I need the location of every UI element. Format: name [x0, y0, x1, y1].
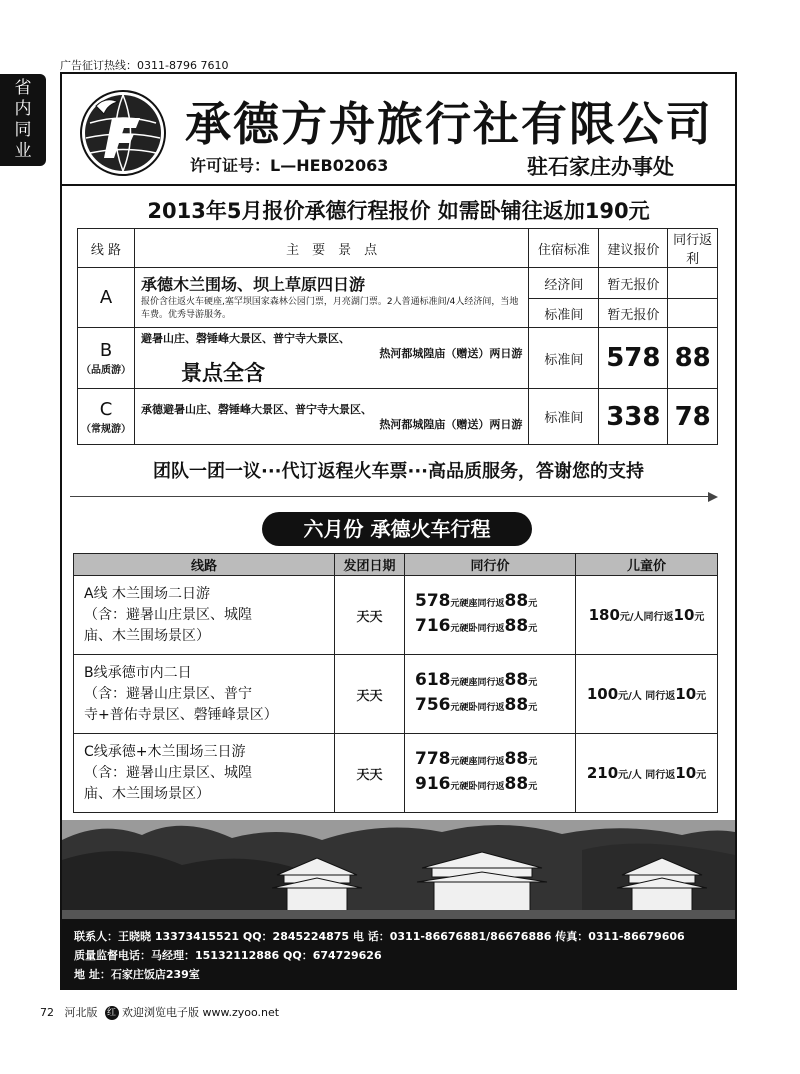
unit: 元: [528, 757, 538, 767]
date-cell: 天天: [335, 576, 405, 655]
all-inclusive-label: 景点全含: [181, 361, 265, 385]
line-tag: （品质游）: [81, 365, 131, 376]
footer-text: 欢迎浏览电子版: [122, 1006, 199, 1019]
seat-price-value: 578: [415, 591, 451, 611]
child-rebate-value: 10: [673, 606, 695, 624]
child-price-text: 元/人同行返: [619, 612, 674, 623]
child-rebate-value: 10: [675, 764, 697, 782]
sleeper-rebate-value: 88: [504, 774, 529, 794]
lodging-cell: 标准间: [529, 299, 599, 328]
footer-url[interactable]: www.zyoo.net: [202, 1006, 280, 1019]
spots-title: 承德木兰围场、坝上草原四日游: [141, 274, 366, 294]
price-title: 2013年5月报价承德行程报价 如需卧铺往返加190元: [147, 199, 650, 223]
seat-rebate-value: 88: [504, 749, 529, 769]
line-id-letter: C: [99, 398, 113, 420]
route-line: 庙、木兰围场景区）: [84, 785, 210, 802]
peer-price-cell: [405, 655, 576, 734]
route-cell: [74, 576, 335, 655]
child-price-value: 100: [586, 685, 619, 703]
sleeper-rebate-value: 88: [504, 616, 529, 636]
license-number: 许可证号：L—HEB02063: [190, 156, 389, 175]
header-divider: [60, 184, 737, 186]
price-cell: 578: [599, 328, 668, 389]
line-id-letter: B: [99, 340, 113, 361]
seat-price-text: 元硬座同行返: [450, 678, 505, 688]
table-row: [78, 389, 718, 445]
child-price-text: 元/人 同行返: [618, 691, 676, 702]
header-rebate: 同行返利: [668, 229, 718, 268]
office-name: 驻石家庄办事处: [527, 155, 674, 179]
table-row: [74, 576, 718, 655]
header-route: 线路: [74, 554, 335, 576]
line-tag: （常规游）: [81, 423, 131, 435]
supervision-line: 质量监督电话：马经理：15132112886 QQ：674729626: [74, 949, 382, 962]
june-title: 六月份 承德火车行程: [262, 512, 532, 546]
line-id: [78, 328, 135, 389]
unit: 元: [528, 703, 538, 713]
unit: 元: [694, 612, 705, 623]
price-table-header: [78, 229, 718, 268]
child-price-cell: [576, 655, 718, 734]
arrow-line: [70, 496, 710, 497]
sleeper-price-value: 756: [415, 695, 451, 715]
line-id: [78, 389, 135, 445]
table-row: [78, 268, 718, 299]
seat-price-value: 778: [415, 749, 451, 769]
unit: 元: [696, 770, 707, 781]
rebate-cell: 88: [668, 328, 718, 389]
train-table: [73, 553, 718, 813]
header-date: 发团日期: [335, 554, 405, 576]
header-child-price: 儿童价: [576, 554, 718, 576]
unit: 元: [528, 678, 538, 688]
header-price: 建议报价: [599, 229, 668, 268]
spots-line: 热河都城隍庙（赠送）两日游: [379, 347, 523, 360]
route-line: C线承德+木兰围场三日游: [84, 743, 246, 760]
sleeper-rebate-value: 88: [504, 695, 529, 715]
seat-rebate-value: 88: [504, 670, 529, 690]
date-cell: 天天: [335, 655, 405, 734]
child-price-value: 210: [586, 764, 619, 782]
price-cell: 暂无报价: [599, 268, 668, 299]
scenic-photo: [62, 820, 735, 919]
route-line: 庙、木兰围场景区）: [84, 627, 210, 644]
spots-cell: [135, 328, 529, 389]
price-cell: 338: [599, 389, 668, 445]
spots-desc: 报价含往返火车硬座,塞罕坝国家森林公园门票，月亮湖门票。2人普通标准间/4人经济间，当地车费。优秀导游服务。: [141, 296, 519, 320]
spots-line: 避暑山庄、磬锤峰大景区、普宁寺大景区、: [141, 332, 350, 345]
seat-price-text: 元硬座同行返: [450, 599, 505, 609]
train-table-header: [74, 554, 718, 576]
seat-price: [415, 748, 575, 773]
child-price-text: 元/人 同行返: [618, 770, 676, 781]
section-tab-label: 省内同业: [14, 78, 32, 161]
spots-line: 热河都城隍庙（赠送）两日游: [379, 417, 523, 431]
sleeper-price-text: 元硬卧同行返: [450, 624, 505, 634]
rebate-cell: 78: [668, 389, 718, 445]
table-row: [78, 328, 718, 389]
sleeper-price-text: 元硬卧同行返: [450, 703, 505, 713]
seat-rebate-value: 88: [504, 591, 529, 611]
brand-badge-icon: 红: [105, 1006, 119, 1020]
price-cell: 暂无报价: [599, 299, 668, 328]
company-name: 承德方舟旅行社有限公司: [185, 97, 713, 151]
route-cell: [74, 655, 335, 734]
spots-cell: [135, 268, 529, 328]
sleeper-price-value: 916: [415, 774, 451, 794]
lodging-cell: 标准间: [529, 389, 599, 445]
header-peer-price: 同行价: [405, 554, 576, 576]
page-number: 72: [40, 1006, 54, 1019]
price-table: [77, 228, 718, 445]
child-price-cell: [576, 576, 718, 655]
page-footer: [40, 1004, 279, 1020]
sleeper-price-text: 元硬卧同行返: [450, 782, 505, 792]
unit: 元: [528, 599, 538, 609]
child-rebate-value: 10: [675, 685, 697, 703]
route-line: B线承德市内二日: [84, 664, 192, 681]
route-line: A线 木兰围场二日游: [84, 585, 211, 602]
contact-footer: [62, 919, 735, 989]
route-line: （含：避暑山庄景区、城隍: [84, 606, 252, 623]
header-lodging: 住宿标准: [529, 229, 599, 268]
ad-hotline: 广告征订热线：0311-8796 7610: [60, 59, 229, 72]
section-tab: [0, 74, 46, 166]
route-line: 寺+普佑寺景区、磬锤峰景区）: [84, 706, 278, 723]
rebate-cell: [668, 299, 718, 328]
slogan: 团队一团一议···代订返程火车票···高品质服务，答谢您的支持: [152, 461, 645, 482]
arrow-right-icon: [708, 492, 718, 502]
unit: 元: [696, 691, 707, 702]
contact-line: 联系人：王晓晓 13373415521 QQ：2845224875 电 话：0311-86676881/86676886 传真：0311-86679606: [74, 930, 685, 943]
header-line: 线 路: [78, 229, 135, 268]
sleeper-price: [415, 694, 575, 719]
route-line: （含：避暑山庄景区、普宁: [84, 685, 252, 702]
line-id: A: [78, 268, 135, 328]
table-row: [74, 655, 718, 734]
address-line: 地 址：石家庄饭店239室: [74, 968, 200, 981]
rebate-cell: [668, 268, 718, 299]
seat-price: [415, 590, 575, 615]
seat-price: [415, 669, 575, 694]
date-cell: 天天: [335, 734, 405, 813]
peer-price-cell: [405, 734, 576, 813]
edition: 河北版: [64, 1006, 98, 1019]
route-cell: [74, 734, 335, 813]
seat-price-value: 618: [415, 670, 451, 690]
table-row: [74, 734, 718, 813]
unit: 元: [528, 624, 538, 634]
spots-cell: [135, 389, 529, 445]
child-price-value: 180: [588, 606, 620, 624]
sleeper-price: [415, 773, 575, 798]
peer-price-cell: [405, 576, 576, 655]
child-price-cell: [576, 734, 718, 813]
header-spots: 主 要 景 点: [135, 229, 529, 268]
company-logo-icon: [78, 88, 168, 178]
route-line: （含：避暑山庄景区、城隍: [84, 764, 252, 781]
seat-price-text: 元硬座同行返: [450, 757, 505, 767]
lodging-cell: 标准间: [529, 328, 599, 389]
sleeper-price-value: 716: [415, 616, 451, 636]
lodging-cell: 经济间: [529, 268, 599, 299]
spots-line: 承德避暑山庄、磬锤峰大景区、普宁寺大景区、: [141, 402, 372, 416]
unit: 元: [528, 782, 538, 792]
sleeper-price: [415, 615, 575, 640]
